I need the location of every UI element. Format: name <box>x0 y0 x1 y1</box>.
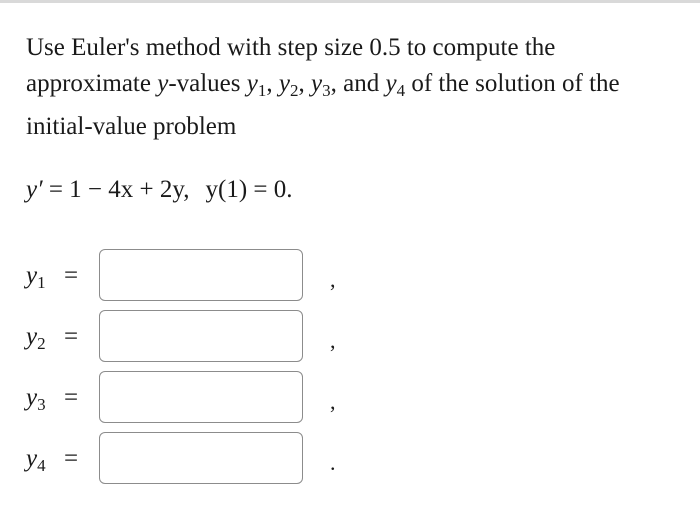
period: . <box>330 450 336 475</box>
y-variable: y <box>157 70 169 97</box>
equation-rhs: = 1 − 4x + 2y, <box>42 176 190 203</box>
answer-label-y2: $y_2$ <box>26 323 46 353</box>
y4-subscript: 4 <box>396 81 406 100</box>
answer-label-y4: $y_4$ <box>26 445 46 475</box>
y4-symbol: y <box>385 70 397 97</box>
problem-statement <box>26 30 686 145</box>
y2-symbol: y <box>278 70 290 97</box>
y2-answer-input[interactable] <box>99 310 303 362</box>
equation-lhs: y′ <box>26 176 43 203</box>
y1-subscript: 1 <box>257 81 267 100</box>
y3-subscript: 3 <box>322 81 331 100</box>
equals-sign: = <box>64 384 79 411</box>
answer-row-y3 <box>26 371 426 426</box>
answer-label-y1: $y_1$ <box>26 262 46 292</box>
answer-label-y3: $y_3$ <box>26 384 46 414</box>
separator-3: , and <box>330 70 386 97</box>
differential-equation <box>26 172 293 208</box>
separator-1: , <box>266 70 279 97</box>
y1-answer-input[interactable] <box>99 249 303 301</box>
answer-row-y4 <box>26 432 426 487</box>
answer-row-y2 <box>26 310 426 365</box>
y4-answer-input[interactable] <box>99 432 303 484</box>
comma: , <box>330 389 336 414</box>
comma: , <box>330 267 336 292</box>
problem-text-values: -values <box>168 70 247 97</box>
comma: , <box>330 328 336 353</box>
separator-2: , <box>298 70 311 97</box>
y3-answer-input[interactable] <box>99 371 303 423</box>
initial-condition: y(1) = 0. <box>205 176 293 203</box>
equals-sign: = <box>64 262 79 289</box>
equals-sign: = <box>64 445 79 472</box>
problem-text-end: of the solution of the initial-value problem <box>26 70 620 140</box>
problem-text-intro: Use Euler's method with step size 0.5 to compute the approximate <box>26 34 556 97</box>
equals-sign: = <box>64 323 79 350</box>
y3-symbol: y <box>310 70 323 97</box>
answer-row-y1 <box>26 249 426 304</box>
y2-subscript: 2 <box>289 81 299 100</box>
top-divider <box>0 0 700 3</box>
y1-symbol: y <box>246 70 258 97</box>
